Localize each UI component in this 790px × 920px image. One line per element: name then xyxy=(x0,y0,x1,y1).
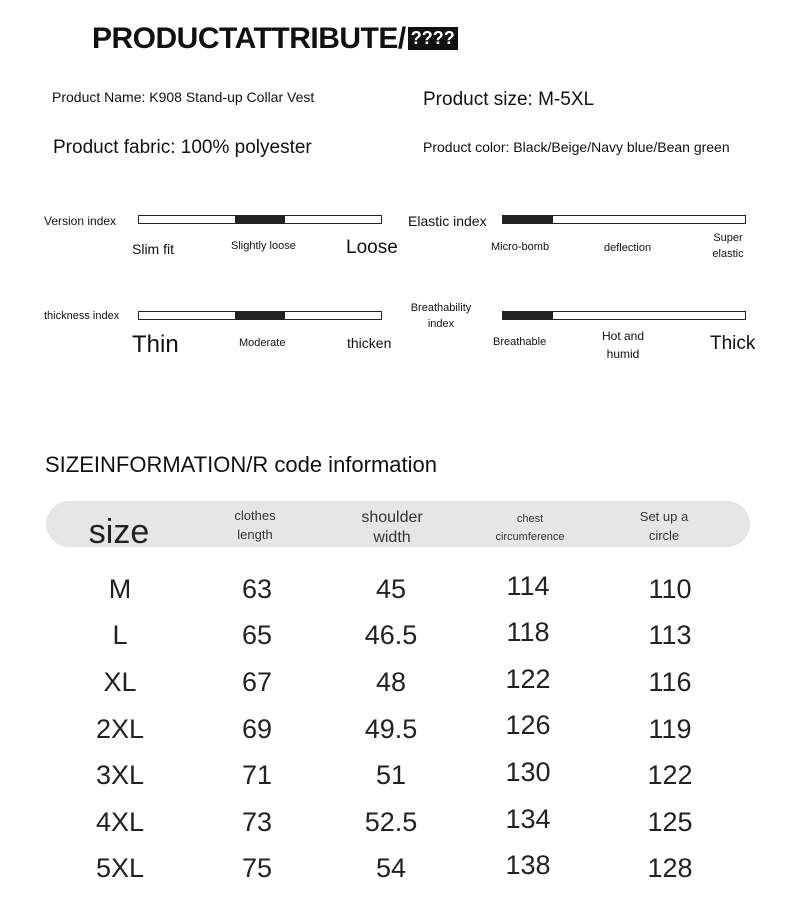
elastic-index-fill xyxy=(503,215,553,224)
breathability-index-low: Breathable xyxy=(493,336,547,348)
table-cell-length: 73 xyxy=(241,807,273,837)
table-cell-size: M xyxy=(108,574,132,604)
table-cell-shoulder: 51 xyxy=(375,760,407,790)
size-table-header-length: clothes length xyxy=(234,508,276,542)
elastic-index-label: Elastic index xyxy=(408,213,487,229)
product-size: Product size: M-5XL xyxy=(423,89,595,110)
version-index-low: Slim fit xyxy=(132,241,174,257)
table-cell-shoulder: 54 xyxy=(375,853,407,883)
elastic-index-low: Micro-bomb xyxy=(491,241,550,253)
page-title xyxy=(92,22,458,56)
table-cell-length: 69 xyxy=(241,714,273,744)
table-cell-shoulder: 45 xyxy=(375,574,407,604)
thickness-index-high: thicken xyxy=(347,335,392,351)
product-fabric: Product fabric: 100% polyester xyxy=(53,137,312,158)
table-cell-chest: 134 xyxy=(505,804,551,834)
table-cell-chest: 114 xyxy=(506,571,550,601)
version-index-label: Version index xyxy=(44,214,117,228)
size-table-header-shoulder: shoulder width xyxy=(361,509,423,546)
page-title-tag: ???? xyxy=(408,27,458,50)
table-cell-length: 67 xyxy=(241,667,273,697)
table-cell-length: 65 xyxy=(241,620,273,650)
thickness-index-fill xyxy=(235,311,285,320)
size-table-header-size: size xyxy=(88,513,150,551)
table-cell-circle: 125 xyxy=(647,807,693,837)
elastic-index-mid: deflection xyxy=(604,242,652,254)
breathability-index-mid: Hot and humid xyxy=(601,329,645,361)
table-cell-shoulder: 49.5 xyxy=(364,714,418,744)
breathability-index-bar xyxy=(502,311,746,320)
table-cell-circle: 128 xyxy=(647,853,693,883)
version-index-mid: Slightly loose xyxy=(231,240,296,252)
table-cell-chest: 130 xyxy=(505,757,551,787)
table-cell-chest: 118 xyxy=(506,617,550,647)
elastic-index-bar xyxy=(502,215,746,224)
version-index-bar xyxy=(138,215,382,224)
product-name: Product Name: K908 Stand-up Collar Vest xyxy=(52,89,315,105)
breathability-index-label: Breathability index xyxy=(410,302,472,330)
version-index-high: Loose xyxy=(346,237,398,258)
elastic-index-high: Super elastic xyxy=(712,232,744,260)
table-cell-size: XL xyxy=(103,667,137,697)
table-cell-circle: 110 xyxy=(648,574,692,604)
thickness-index-mid: Moderate xyxy=(239,337,286,349)
table-cell-size: 2XL xyxy=(95,714,145,744)
table-cell-circle: 119 xyxy=(648,714,692,744)
table-cell-chest: 138 xyxy=(505,850,551,880)
table-cell-chest: 122 xyxy=(505,664,551,694)
table-cell-shoulder: 46.5 xyxy=(364,620,418,650)
table-cell-circle: 116 xyxy=(648,667,692,697)
table-cell-length: 71 xyxy=(241,760,273,790)
thickness-index-label: thickness index xyxy=(44,310,120,322)
breathability-index-fill xyxy=(503,311,553,320)
table-cell-size: 3XL xyxy=(95,760,145,790)
size-table-header-circle: Set up a circle xyxy=(639,509,689,543)
thickness-index-low: Thin xyxy=(132,331,179,358)
table-cell-chest: 126 xyxy=(505,710,551,740)
version-index-fill xyxy=(235,215,285,224)
product-color: Product color: Black/Beige/Navy blue/Bean green xyxy=(423,139,730,155)
page-title-text: PRODUCTATTRIBUTE/ xyxy=(92,22,406,55)
breathability-index-high: Thick xyxy=(710,333,756,354)
table-cell-size: 4XL xyxy=(95,807,145,837)
thickness-index-bar xyxy=(138,311,382,320)
table-cell-shoulder: 52.5 xyxy=(364,807,418,837)
table-cell-circle: 113 xyxy=(648,620,692,650)
table-cell-circle: 122 xyxy=(647,760,693,790)
table-cell-size: L xyxy=(112,620,128,650)
size-table-header-chest: chest circumference xyxy=(495,513,565,543)
table-cell-size: 5XL xyxy=(95,853,145,883)
table-cell-length: 75 xyxy=(241,853,273,883)
table-cell-shoulder: 48 xyxy=(375,667,407,697)
size-info-title: SIZEINFORMATION/R code information xyxy=(45,452,438,477)
table-cell-length: 63 xyxy=(241,574,273,604)
